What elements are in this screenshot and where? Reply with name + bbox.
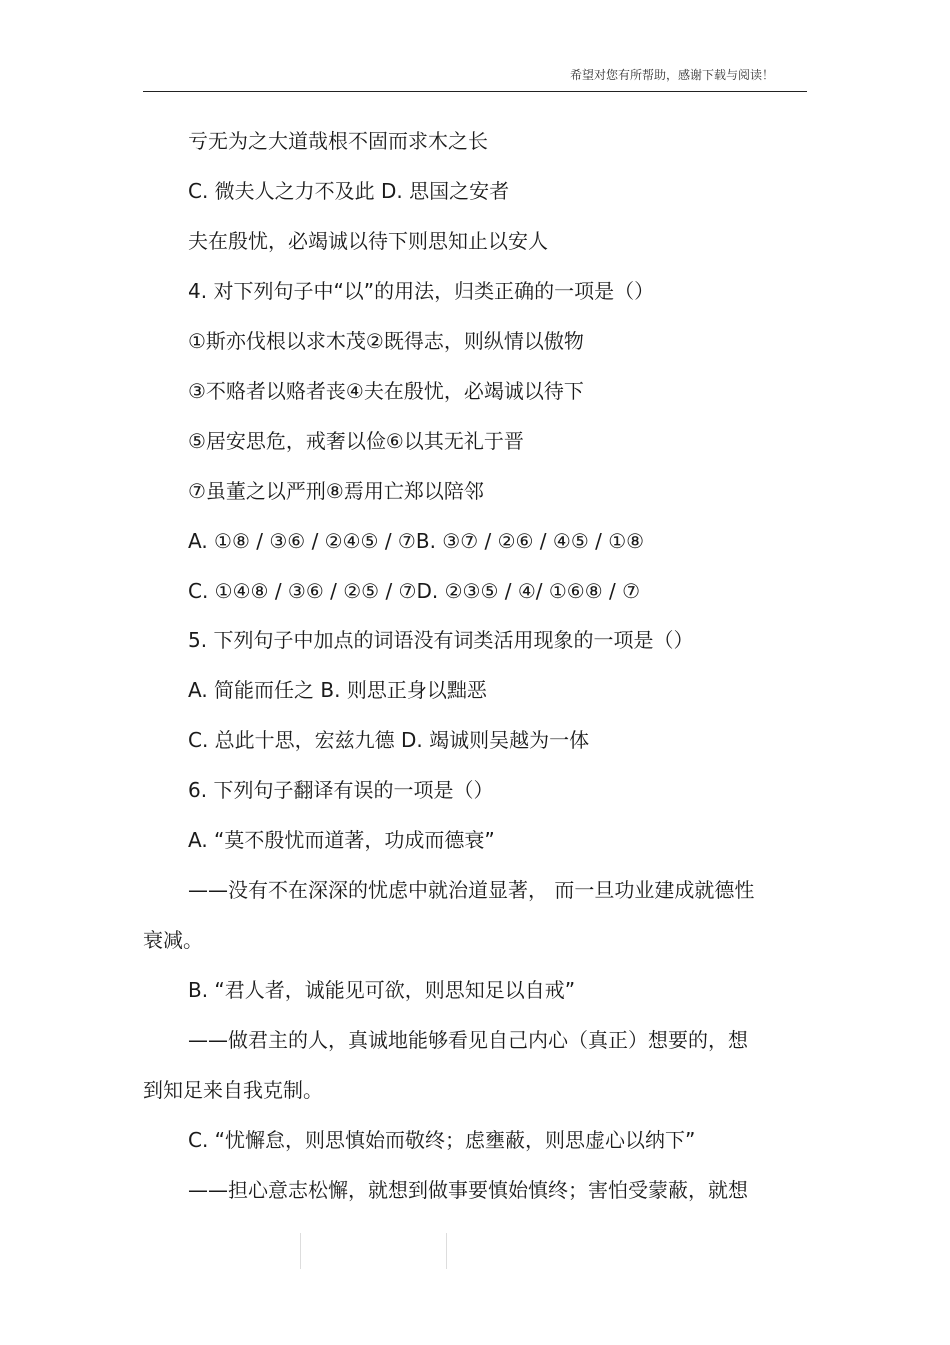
text-line: ⑦虽董之以严刑⑧焉用亡郑以陪邻 [188,479,484,503]
answer-options: C. 总此十思，宏兹九德 D. 竭诚则吴越为一体 [188,728,590,752]
text-line: ⑤居安思危，戒奢以俭⑥以其无礼于晋 [188,429,524,453]
text-line: C. 微夫人之力不及此 D. 思国之安者 [188,179,510,203]
translation-line: 衰减。 [143,928,203,952]
answer-options: A. ①⑧ / ③⑥ / ②④⑤ / ⑦B. ③⑦ / ②⑥ / ④⑤ / ①⑧ [188,529,645,553]
translation-line: ——担心意志松懈，就想到做事要慎始慎终；害怕受蒙蔽，就想 [188,1178,748,1202]
answer-options: C. ①④⑧ / ③⑥ / ②⑤ / ⑦D. ②③⑤ / ④/ ①⑥⑧ / ⑦ [188,579,641,603]
question-5: 5. 下列句子中加点的词语没有词类活用现象的一项是（） [188,628,694,652]
answer-option-c: C. “忧懈怠，则思慎始而敬终；虑壅蔽，则思虚心以纳下” [188,1128,696,1152]
text-line: ①斯亦伐根以求木茂②既得志，则纵情以傲物 [188,329,584,353]
page-header-text: 希望对您有所帮助，感谢下载与阅读！ [569,68,774,82]
question-4: 4. 对下列句子中“以”的用法，归类正确的一项是（） [188,279,655,303]
question-6: 6. 下列句子翻译有误的一项是（） [188,778,494,802]
text-line: 夫在殷忧，必竭诚以待下则思知止以安人 [188,229,548,253]
footer-divider [300,1233,301,1269]
answer-options: A. 简能而任之 B. 则思正身以黜恶 [188,678,487,702]
header-divider [143,91,807,92]
footer-divider [446,1233,447,1269]
translation-line: ——做君主的人，真诚地能够看见自己内心（真正）想要的，想 [188,1028,748,1052]
answer-option-b: B. “君人者，诚能见可欲，则思知足以自戒” [188,978,576,1002]
text-line: ③不赂者以赂者丧④夫在殷忧，必竭诚以待下 [188,379,584,403]
text-line: 亏无为之大道哉根不固而求木之长 [188,129,488,153]
answer-option-a: A. “莫不殷忧而道著，功成而德衰” [188,828,495,852]
translation-line: ——没有不在深深的忧虑中就治道显著， 而一旦功业建成就德性 [188,878,755,902]
translation-line: 到知足来自我克制。 [143,1078,323,1102]
